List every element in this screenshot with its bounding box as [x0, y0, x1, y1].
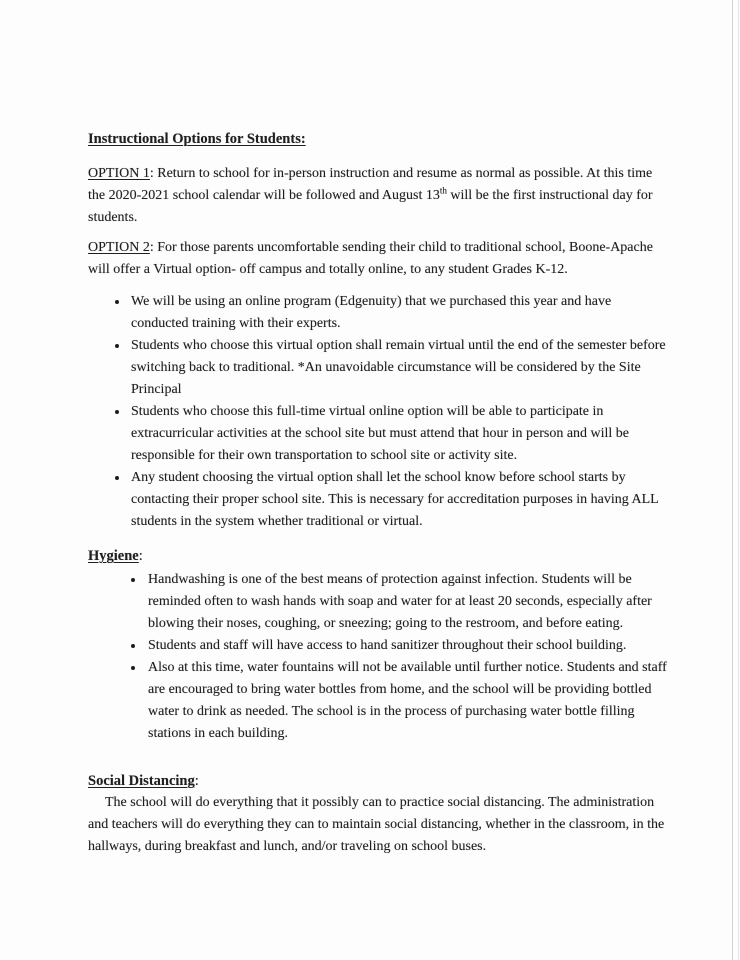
bullet-text: Any student choosing the virtual option shall let the school know before school starts by contacting their proper school site. This is necessary for accreditation purposes in having ALL students in the system whether traditional or virtual. [131, 470, 659, 529]
bullet-text: Students and staff will have access to hand sanitizer throughout their school building. [148, 638, 627, 653]
bullet-text: Students who choose this full-time virtual online option will be able to participate in extracurricular activities at the school site but must attend that hour in person and will be responsible for their own transportation to school site or activity site. [131, 404, 630, 463]
social-distancing-paragraph: The school will do everything that it possibly can to practice social distancing. The administration and teachers will do everything they can to maintain social distancing, whether in the classroom, in the hallways, during breakfast and lunch, and/or traveling on school buses. [88, 795, 665, 854]
option1-paragraph [88, 163, 672, 229]
list-item [88, 657, 672, 745]
list-item [88, 467, 672, 533]
option2-colon: : [149, 240, 158, 255]
option1-text: Return to school for in-person instruction and resume as normal as possible. At this time the 2020-2021 school calendar will be followed and August 13 [88, 166, 653, 203]
bullet-text: We will be using an online program (Edgenuity) that we purchased this year and have conducted training with their experts. [131, 294, 612, 331]
social-heading-text: Social Distancing [88, 773, 195, 789]
option1-colon: : [149, 166, 158, 181]
bullet-text: Also at this time, water fountains will not be available until further notice. Students and staff are encouraged to bring water bottles from home, and the school will be providing bottled water to drink as needed. The school is in the process of purchasing water bottle filling stations in each building. [148, 660, 667, 741]
option2-text: For those parents uncomfortable sending their child to traditional school, Boone-Apache will offer a Virtual option- off campus and totally online, to any student Grades K-12. [88, 240, 653, 277]
bullet-text: Handwashing is one of the best means of protection against infection. Students will be reminded often to wash hands with soap and water for at least 20 seconds, especially after blowing their noses, coughing, or sneezing; going to the restroom, and before eating. [148, 572, 652, 631]
bullet-icon [115, 476, 119, 480]
list-item [88, 401, 672, 467]
list-item [88, 569, 672, 635]
virtual-option-bullet-list [88, 291, 672, 533]
scan-edge-line-outer [738, 0, 739, 960]
bullet-icon [131, 578, 135, 582]
section-heading-instructional-options: Instructional Options for Students: [88, 131, 306, 147]
social-heading-colon: : [194, 773, 199, 789]
section-heading-hygiene [88, 545, 672, 567]
list-item [88, 291, 672, 335]
document-content [88, 128, 672, 858]
option1-label: OPTION 1 [88, 166, 150, 181]
bullet-text: Students who choose this virtual option shall remain virtual until the end of the semester before switching back to traditional. *An unavoidable circumstance will be considered by the Site Principal [131, 338, 666, 397]
list-item [88, 335, 672, 401]
bullet-icon [115, 300, 119, 304]
option2-paragraph [88, 237, 672, 281]
hygiene-heading-text: Hygiene [88, 548, 139, 564]
option2-label: OPTION 2 [88, 240, 150, 255]
bullet-icon [115, 410, 119, 414]
bullet-icon [131, 644, 135, 648]
hygiene-heading-colon: : [138, 548, 143, 564]
ordinal-superscript: th [439, 185, 447, 196]
option1-text-continued: will be the first instructional day for students. [88, 188, 653, 225]
bullet-icon [115, 344, 119, 348]
list-item [88, 635, 672, 657]
section-heading-social-distancing [88, 770, 672, 792]
scan-edge-line [732, 0, 733, 960]
hygiene-bullet-list [88, 569, 672, 745]
bullet-icon [131, 666, 135, 670]
